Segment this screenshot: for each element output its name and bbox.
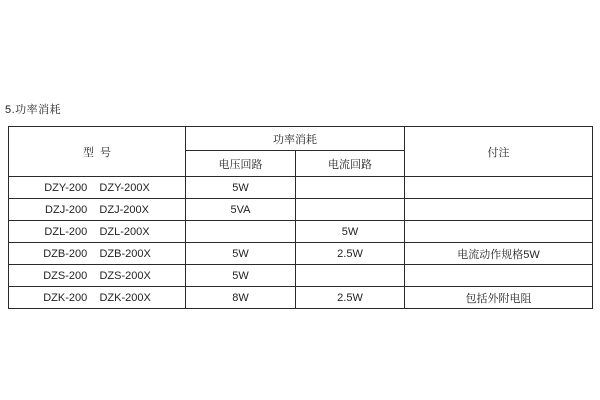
model-cell: DZL-200 DZL-200X — [9, 221, 186, 243]
voltage-cell: 8W — [186, 287, 296, 309]
table-row — [9, 199, 593, 221]
voltage-cell: 5W — [186, 265, 296, 287]
model-cell: DZK-200 DZK-200X — [9, 287, 186, 309]
col-header-voltage-circuit: 电压回路 — [186, 151, 296, 177]
table-row — [9, 243, 593, 265]
col-header-power-group: 功率消耗 — [186, 127, 405, 151]
section-title: 5.功率消耗 — [5, 104, 62, 116]
table-row — [9, 221, 593, 243]
voltage-cell: 5W — [186, 243, 296, 265]
current-cell — [296, 265, 405, 287]
note-cell — [405, 265, 593, 287]
voltage-cell: 5VA — [186, 199, 296, 221]
table-row — [9, 177, 593, 199]
model-cell: DZB-200 DZB-200X — [9, 243, 186, 265]
note-cell — [405, 177, 593, 199]
voltage-cell — [186, 221, 296, 243]
col-header-current-circuit: 电流回路 — [296, 151, 405, 177]
note-cell — [405, 221, 593, 243]
current-cell: 5W — [296, 221, 405, 243]
current-cell — [296, 199, 405, 221]
power-consumption-table — [8, 126, 593, 309]
model-cell: DZS-200 DZS-200X — [9, 265, 186, 287]
note-cell: 电流动作规格5W — [405, 243, 593, 265]
current-cell: 2.5W — [296, 243, 405, 265]
voltage-cell: 5W — [186, 177, 296, 199]
note-cell: 包括外附电阻 — [405, 287, 593, 309]
note-cell — [405, 199, 593, 221]
col-header-model: 型 号 — [9, 127, 186, 177]
table-row — [9, 265, 593, 287]
header-row-group — [9, 127, 593, 151]
model-cell: DZY-200 DZY-200X — [9, 177, 186, 199]
current-cell: 2.5W — [296, 287, 405, 309]
current-cell — [296, 177, 405, 199]
table-row — [9, 287, 593, 309]
model-cell: DZJ-200 DZJ-200X — [9, 199, 186, 221]
col-header-notes: 付注 — [405, 127, 593, 177]
